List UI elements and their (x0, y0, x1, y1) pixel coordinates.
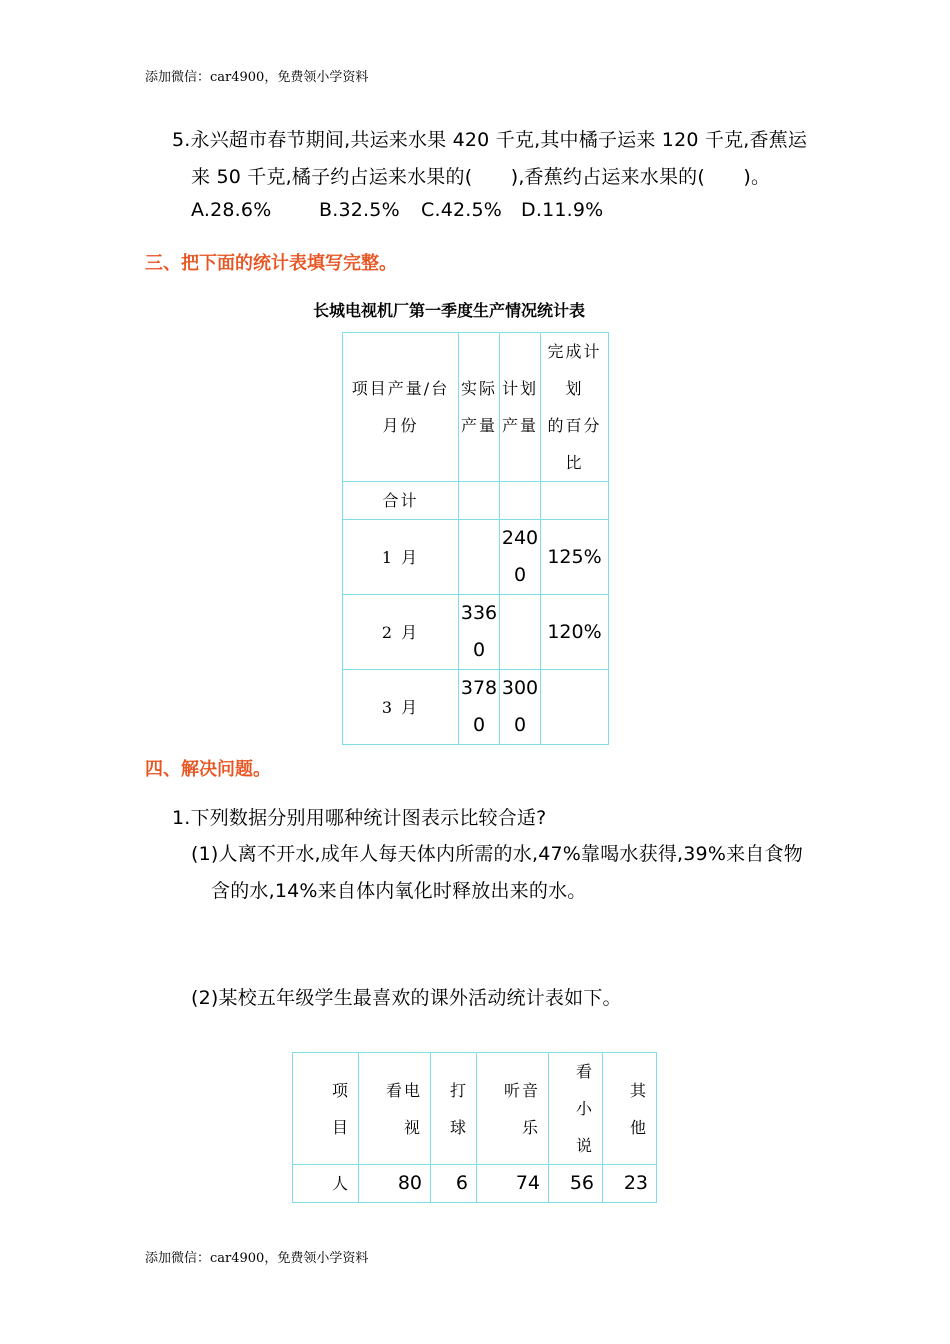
table1-title: 长城电视机厂第一季度生产情况统计表 (313, 301, 586, 320)
header-novel: 看 小 说 (549, 1053, 603, 1165)
problem1-sub1-line2: 含的水,14%来自体内氧化时释放出来的水。 (211, 880, 587, 902)
value-cell: 80 (359, 1165, 431, 1203)
problem1-sub1-line1: (1)人离不开水,成年人每天体内所需的水,47%靠喝水获得,39%来自食物 (191, 843, 803, 865)
actual-cell (459, 482, 500, 520)
problem1-sub2: (2)某校五年级学生最喜欢的课外活动统计表如下。 (191, 987, 622, 1009)
header-tv: 看电 视 (359, 1053, 431, 1165)
row-label: 1 月 (343, 520, 459, 595)
table-header-row (343, 333, 609, 482)
plan-cell (500, 595, 541, 670)
header-actual: 实际 产量 (459, 333, 500, 482)
header-other: 其 他 (603, 1053, 657, 1165)
value-cell: 6 (431, 1165, 477, 1203)
q5-option-c: C.42.5% (421, 199, 503, 221)
header-plan: 计划 产量 (500, 333, 541, 482)
q5-option-d: D.11.9% (521, 199, 604, 221)
percent-cell (541, 670, 609, 745)
header-item-month: 项目产量/台 月份 (343, 333, 459, 482)
table-row (343, 670, 609, 745)
q5-option-b: B.32.5% (319, 199, 400, 221)
section3-title: 三、把下面的统计表填写完整。 (145, 253, 397, 274)
table-header-row (293, 1053, 657, 1165)
table-row (293, 1165, 657, 1203)
q5-option-a: A.28.6% (191, 199, 272, 221)
row-label: 人 (293, 1165, 359, 1203)
page-footer: 添加微信：car4900，免费领小学资料 (145, 1251, 369, 1266)
actual-cell: 336 0 (459, 595, 500, 670)
table-row (343, 520, 609, 595)
section4-title: 四、解决问题。 (145, 759, 271, 780)
table-row (343, 482, 609, 520)
plan-cell: 300 0 (500, 670, 541, 745)
plan-cell: 240 0 (500, 520, 541, 595)
header-ball: 打 球 (431, 1053, 477, 1165)
percent-cell: 120% (541, 595, 609, 670)
row-label: 3 月 (343, 670, 459, 745)
value-cell: 74 (477, 1165, 549, 1203)
percent-cell: 125% (541, 520, 609, 595)
percent-cell (541, 482, 609, 520)
activity-table (292, 1052, 657, 1203)
actual-cell (459, 520, 500, 595)
row-label: 2 月 (343, 595, 459, 670)
page-header: 添加微信：car4900，免费领小学资料 (145, 70, 369, 85)
actual-cell: 378 0 (459, 670, 500, 745)
problem1-question: 1.下列数据分别用哪种统计图表示比较合适? (172, 807, 547, 829)
value-cell: 56 (549, 1165, 603, 1203)
header-percent: 完成计 划 的百分 比 (541, 333, 609, 482)
header-item: 项 目 (293, 1053, 359, 1165)
header-music: 听音 乐 (477, 1053, 549, 1165)
production-table (342, 332, 609, 745)
row-label: 合计 (343, 482, 459, 520)
q5-line1: 5.永兴超市春节期间,共运来水果 420 千克,其中橘子运来 120 千克,香蕉运 (172, 129, 808, 151)
table-row (343, 595, 609, 670)
q5-line2: 来 50 千克,橘子约占运来水果的( ),香蕉约占运来水果的( )。 (191, 166, 771, 188)
value-cell: 23 (603, 1165, 657, 1203)
plan-cell (500, 482, 541, 520)
